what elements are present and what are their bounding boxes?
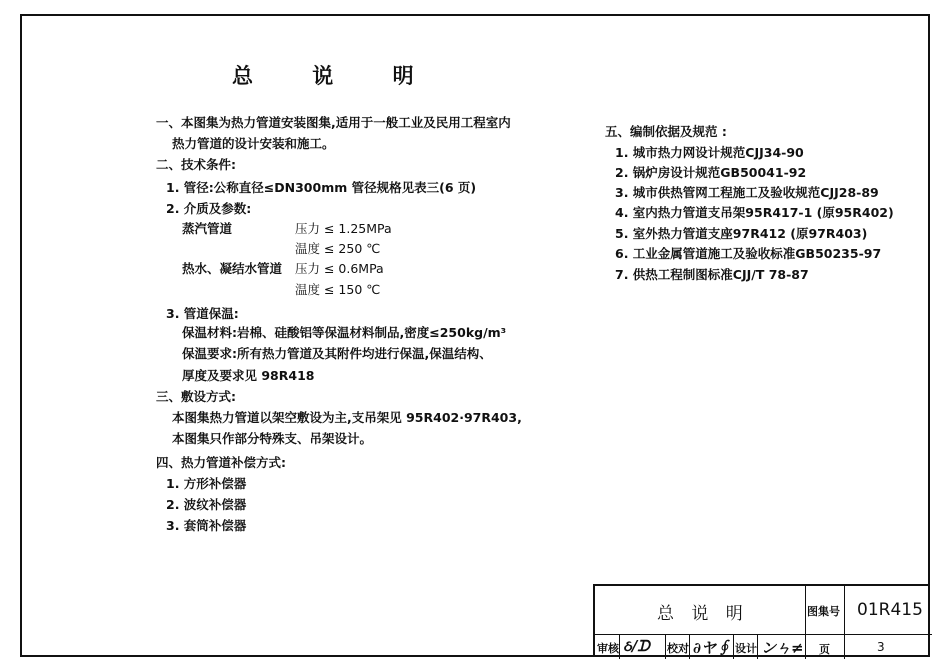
design-label: 设计 (735, 642, 757, 655)
title-block-vline (689, 634, 690, 659)
section3-line2: 本图集只作部分特殊支、吊架设计。 (172, 431, 373, 446)
pipe-diameter-text: 1. 管径:公称直径≤DN300mm 管径规格见表三(6 页) (166, 180, 477, 195)
section4-heading: 四、热力管道补偿方式: (156, 455, 286, 470)
page-title: 总 说 明 (232, 64, 440, 88)
section3-line1: 本图集热力管道以架空敷设为主,支吊架见 95R402·97R403, (172, 410, 522, 425)
page-number: 3 (877, 640, 885, 654)
steam-pipe-label: 蒸汽管道 (182, 221, 233, 236)
insulation-thickness: 厚度及要求见 98R418 (182, 368, 315, 383)
design-signature: ンㄣ≠ (761, 639, 804, 657)
title-block-vline (733, 634, 734, 659)
section3-heading: 三、敷设方式: (156, 389, 236, 404)
compensator-item-2: 2. 波纹补偿器 (166, 497, 247, 512)
review-label: 审核 (597, 642, 619, 655)
standard-item-7: 7. 供热工程制图标准CJJ/T 78-87 (615, 267, 809, 282)
insulation-material: 保温材料:岩棉、硅酸铝等保温材料制品,密度≤250kg/m³ (182, 325, 507, 340)
standard-item-6: 6. 工业金属管道施工及验收标准GB50235-97 (615, 246, 882, 261)
standard-item-4: 4. 室内热力管道支吊架95R417-1 (原95R402) (615, 205, 894, 220)
atlas-number-label: 图集号 (807, 605, 840, 618)
standard-item-5: 5. 室外热力管道支座97R412 (原97R403) (615, 226, 868, 241)
title-block-vline (757, 634, 758, 659)
hot-water-pipe-label: 热水、凝结水管道 (182, 261, 283, 276)
standard-item-2: 2. 锅炉房设计规范GB50041-92 (615, 165, 807, 180)
page-label: 页 (819, 643, 830, 656)
steam-pressure: 压力 ≤ 1.25MPa (295, 221, 392, 236)
steam-temperature: 温度 ≤ 250 ℃ (295, 241, 381, 256)
medium-params-heading: 2. 介质及参数: (166, 201, 252, 216)
proof-label: 校对 (667, 642, 689, 655)
title-block-vline (805, 586, 806, 659)
insulation-requirement: 保温要求:所有热力管道及其附件均进行保温,保温结构、 (182, 346, 492, 361)
title-block-vline (619, 634, 620, 659)
section1-line1: 一、本图集为热力管道安装图集,适用于一般工业及民用工程室内 (156, 115, 511, 130)
section1-line2: 热力管道的设计安装和施工。 (172, 136, 335, 151)
proof-signature: ∂ヤ∮ (693, 639, 732, 657)
title-block-name: 总 说 明 (657, 604, 749, 624)
section5-heading: 五、编制依据及规范 : (605, 124, 727, 139)
review-signature: ઠ/ᗪ (623, 637, 650, 655)
title-block-vline (844, 586, 845, 659)
standard-item-3: 3. 城市供热管网工程施工及验收规范CJJ28-89 (615, 185, 879, 200)
insulation-heading: 3. 管道保温: (166, 306, 239, 321)
hot-water-temperature: 温度 ≤ 150 ℃ (295, 282, 381, 297)
atlas-number: 01R415 (857, 600, 923, 620)
title-block-divider (595, 634, 932, 635)
standard-item-1: 1. 城市热力网设计规范CJJ34-90 (615, 145, 804, 160)
section2-heading: 二、技术条件: (156, 157, 236, 172)
title-block (593, 584, 930, 657)
compensator-item-3: 3. 套筒补偿器 (166, 518, 247, 533)
title-block-vline (665, 634, 666, 659)
hot-water-pressure: 压力 ≤ 0.6MPa (295, 261, 384, 276)
compensator-item-1: 1. 方形补偿器 (166, 476, 247, 491)
